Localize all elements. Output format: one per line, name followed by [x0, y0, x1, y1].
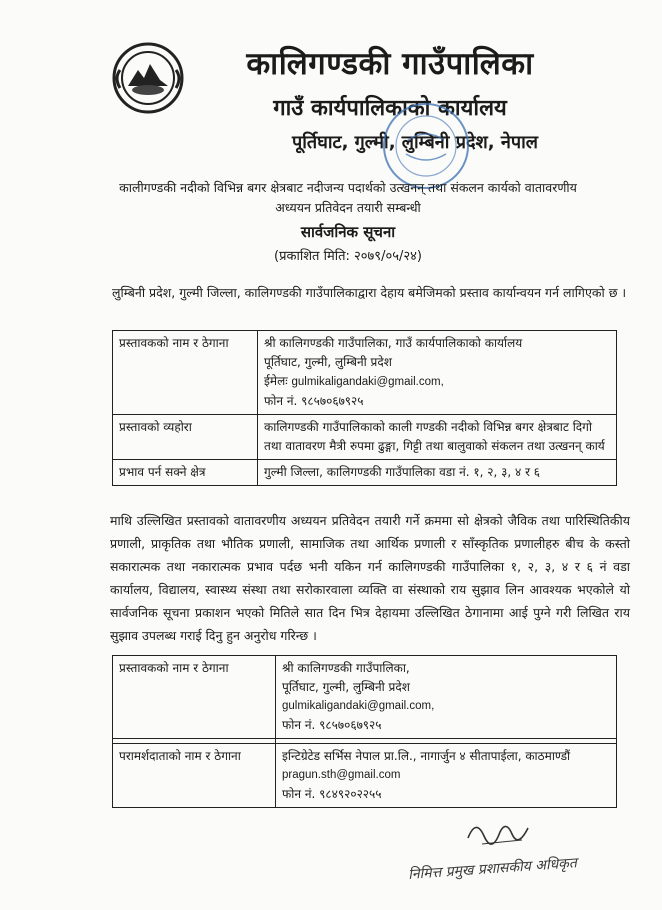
- signatory-title: निमित्त प्रमुख प्रशासकीय अधिकृत: [407, 855, 578, 883]
- table-row: [113, 656, 617, 739]
- email-label: ईमेलः: [264, 374, 288, 388]
- table-row: [113, 415, 617, 460]
- proposer-address: पूर्तिघाट, गुल्मी, लुम्बिनी प्रदेश: [282, 680, 410, 694]
- contact-table: [112, 655, 617, 808]
- proposer-phone: फोन नं. ९८५७०६७९२५: [282, 718, 382, 732]
- table-row: [113, 744, 617, 808]
- office-name: गाउँ कार्यपालिकाको कार्यालय: [273, 96, 507, 121]
- nepal-emblem-icon: [110, 40, 186, 116]
- notice-title: सार्वजनिक सूचना: [300, 223, 396, 241]
- published-date: (प्रकाशित मिति: २०७९/०५/२४): [274, 249, 422, 264]
- proposer-label: प्रस्तावकको नाम र ठेगाना: [113, 331, 258, 415]
- proposer-name: श्री कालिगण्डकी गाउँपालिका,: [282, 661, 410, 675]
- proposer-label: प्रस्तावकको नाम र ठेगाना: [113, 656, 276, 739]
- proposer-email-line: [264, 372, 610, 392]
- proposal-table: [112, 330, 617, 486]
- intro-paragraph: लुम्बिनी प्रदेश, गुल्मी जिल्ला, कालिगण्डकी गाउँपालिकाद्वारा देहाय बमेजिमको प्रस्ताव कार्यान्वयन गर्न लागिएको छ ।: [112, 285, 627, 300]
- proposer-email: gulmikaligandaki@gmail.com,: [291, 376, 444, 388]
- municipality-title: कालिगण्डकी गाउँपालिका: [246, 46, 534, 82]
- consultant-email: pragun.sth@gmail.com: [282, 769, 401, 781]
- notice-subject: [70, 178, 626, 218]
- proposal-subject-label: प्रस्तावको व्यहोरा: [113, 415, 258, 460]
- proposal-subject-text: कालिगण्डकी गाउँपालिकाको काली गण्डकी नदीको विभिन्न बगर क्षेत्रबाट दिगो तथा वातावरण मैत्री रुपमा ढुङ्गा, गिट्टी तथा बालुवाको संकलन तथा उत्खनन् कार्य: [258, 415, 617, 460]
- subject-line-2: अध्ययन प्रतिवेदन तयारी सम्बन्धी: [275, 200, 421, 215]
- affected-area-text: गुल्मी जिल्ला, कालिगण्डकी गाउँपालिका वडा नं. १, २, ३, ४ र ६: [258, 460, 617, 486]
- consultant-details: [276, 744, 617, 808]
- affected-area-label: प्रभाव पर्न सक्ने क्षेत्र: [113, 460, 258, 486]
- table-row: [113, 331, 617, 415]
- proposer-phone: फोन नं. ९८५७०६७९२५: [264, 394, 364, 408]
- table-row: [113, 460, 617, 486]
- signature-icon: [462, 808, 542, 858]
- proposer-address: पूर्तिघाट, गुल्मी, लुम्बिनी प्रदेश: [264, 355, 392, 369]
- office-address: पूर्तिघाट, गुल्मी, लुम्बिनी प्रदेश, नेपाल: [292, 132, 538, 153]
- proposer-details: [258, 331, 617, 415]
- proposer-email: gulmikaligandaki@gmail.com,: [282, 700, 435, 712]
- consultant-label: परामर्शदाताको नाम र ठेगाना: [113, 744, 276, 808]
- consultant-phone: फोन नं. ९८४९२०२२५५: [282, 787, 382, 801]
- body-paragraph: माथि उल्लिखित प्रस्तावको वातावरणीय अध्ययन प्रतिवेदन तयारी गर्ने क्रममा सो क्षेत्रको जैविक तथा पारिस्थितिकीय प्रणाली, प्राकृतिक तथा भौतिक प्रणाली, सामाजिक तथा आर्थिक प्रणाली र साँस्कृतिक प्रणालीहरु बीच के कस्तो सकारात्मक तथा नकारात्मक प्रभाव पर्दछ भनी यकिन गर्न कालिगण्डकी गाउँपालिका १, २, ३, ४ र ६ नं वडा कार्यालय, विद्यालय, स्वास्थ्य संस्था तथा सरोकारवाला व्यक्ति वा संस्थाको राय सुझाव लिन आवश्यक भएकोले यो सार्वजनिक सूचना प्रकाशन भएको मितिले सात दिन भित्र देहायमा उल्लिखित ठेगानामा आई पुग्ने गरी लिखित राय सुझाव उपलब्ध गराई दिनु हुन अनुरोध गरिन्छ ।: [110, 513, 630, 643]
- proposer-name: श्री कालिगण्डकी गाउँपालिका, गाउँ कार्यपालिकाको कार्यालय: [264, 336, 523, 350]
- proposer-details: [276, 656, 617, 739]
- subject-line-1: कालीगण्डकी नदीको विभिन्न बगर क्षेत्रबाट नदीजन्य पदार्थको उत्खनन् तथा संकलन कार्यको वातावरणीय: [119, 180, 577, 195]
- consultant-name: इन्टिग्रेटेड सर्भिस नेपाल प्रा.लि., नागार्जुन ४ सीतापाईला, काठमाण्डौं: [282, 749, 571, 763]
